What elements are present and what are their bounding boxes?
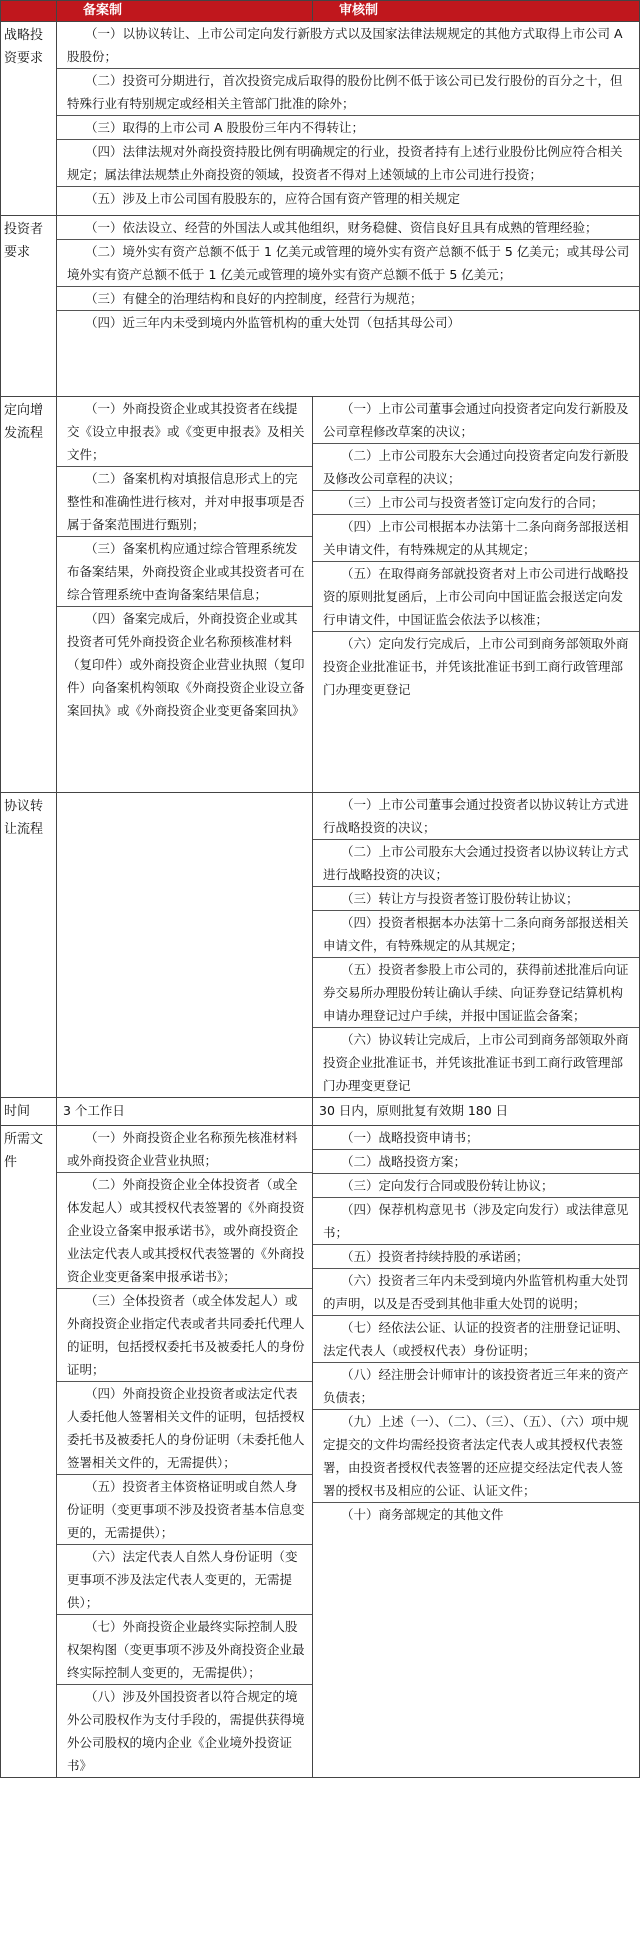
list-item: （二）外商投资企业全体投资者（或全体发起人）或其授权代表签署的《外商投资企业设立备案申报承诺书》，或外商投资企业法定代表人或其授权代表签署的《外商投资企业变更备案申报承诺书》； (57, 1173, 312, 1289)
list-item: （三）全体投资者（或全体发起人）或外商投资企业指定代表或者共同委托代理人的证明，包括授权委托书及被委托人的身份证明； (57, 1289, 312, 1382)
filing-cell (57, 397, 313, 793)
list-item: （二）战略投资方案； (313, 1150, 639, 1174)
list-item: （一）依法设立、经营的外国法人或其他组织，财务稳健、资信良好且具有成熟的管理经验； (57, 216, 639, 240)
header-blank-cell (1, 1, 57, 22)
list-item: （六）定向发行完成后，上市公司到商务部领取外商投资企业批准证书，并凭该批准证书到工商行政管理部门办理变更登记 (323, 636, 629, 697)
list-item: （五）投资者参股上市公司的，获得前述批准后向证券交易所办理股份转让确认手续、向证券登记结算机构申请办理登记过户手续，并报中国证监会备案； (313, 958, 639, 1028)
header-row (1, 1, 640, 22)
row-private-placement-process (1, 397, 640, 793)
row-label: 协议转让流程 (1, 793, 57, 1098)
list-item: （四）法律法规对外商投资持股比例有明确规定的行业，投资者持有上述行业股份比例应符合相关规定；属法律法规禁止外商投资的领域，投资者不得对上述领域的上市公司进行投资； (57, 140, 639, 187)
approval-time: 30 日内，原则批复有效期 180 日 (313, 1098, 640, 1126)
approval-cell (313, 793, 640, 1098)
list-item: （七）外商投资企业最终实际控制人股权架构图（变更事项不涉及外商投资企业最终实际控制人变更的，无需提供）； (57, 1615, 312, 1685)
list-item: （八）经注册会计师审计的该投资者近三年来的资产负债表； (313, 1363, 639, 1410)
list-item: （五）投资者持续持股的承诺函； (313, 1245, 639, 1269)
list-item: （一）外商投资企业或其投资者在线提交《设立申报表》或《变更申报表》及相关文件； (57, 397, 312, 467)
row-label: 投资者要求 (1, 216, 57, 397)
list-item: （三）上市公司与投资者签订定向发行的合同； (313, 491, 639, 515)
header-approval-system: 审核制 (313, 1, 640, 22)
list-item: （三）转让方与投资者签订股份转让协议； (313, 887, 639, 911)
list-item: （五）投资者主体资格证明或自然人身份证明（变更事项不涉及投资者基本信息变更的，无需提供）； (57, 1475, 312, 1545)
list-item: （四）备案完成后，外商投资企业或其投资者可凭外商投资企业名称预核准材料（复印件）或外商投资企业营业执照（复印件）向备案机构领取《外商投资企业设立备案回执》或《外商投资企业变更备案回执》 (67, 611, 305, 718)
merged-cell (57, 216, 640, 397)
list-item: （一）以协议转让、上市公司定向发行新股方式以及国家法律法规规定的其他方式取得上市公司 A 股股份； (57, 22, 639, 69)
list-item: （三）备案机构应通过综合管理系统发布备案结果，外商投资企业或其投资者可在综合管理系统中查询备案结果信息； (57, 537, 312, 607)
list-item: （四）近三年内未受到境内外监管机构的重大处罚（包括其母公司） (85, 315, 461, 330)
row-agreement-transfer-process (1, 793, 640, 1098)
filing-cell (57, 793, 313, 1098)
list-item: （四）投资者根据本办法第十二条向商务部报送相关申请文件，有特殊规定的从其规定； (313, 911, 639, 958)
list-item: （三）取得的上市公司 A 股股份三年内不得转让； (57, 116, 639, 140)
row-time (1, 1098, 640, 1126)
row-label: 战略投资要求 (1, 22, 57, 216)
list-item: （二）境外实有资产总额不低于 1 亿美元或管理的境外实有资产总额不低于 5 亿美元；或其母公司境外实有资产总额不低于 1 亿美元或管理的境外实有资产总额不低于 5 亿美元； (57, 240, 639, 287)
approval-cell (313, 1126, 640, 1778)
approval-cell (313, 397, 640, 793)
list-item: （一）外商投资企业名称预先核准材料或外商投资企业营业执照； (57, 1126, 312, 1173)
list-item: （一）战略投资申请书； (313, 1126, 639, 1150)
row-label: 所需文件 (1, 1126, 57, 1778)
list-item: （一）上市公司董事会通过投资者以协议转让方式进行战略投资的决议； (313, 793, 639, 840)
list-item: （二）上市公司股东大会通过向投资者定向发行新股及修改公司章程的决议； (313, 444, 639, 491)
list-item: （五）在取得商务部就投资者对上市公司进行战略投资的原则批复函后，上市公司向中国证监会报送定向发行申请文件，中国证监会依法予以核准； (313, 562, 639, 632)
filing-time: 3 个工作日 (57, 1098, 313, 1126)
list-item: （二）上市公司股东大会通过投资者以协议转让方式进行战略投资的决议； (313, 840, 639, 887)
list-item: （九）上述（一）、（二）、（三）、（五）、（六）项中规定提交的文件均需经投资者法定代表人或其授权代表签署，由投资者授权代表签署的还应提交经法定代表人签署的授权书及相应的公证、认证文件； (313, 1410, 639, 1503)
list-item: （六）投资者三年内未受到境内外监管机构重大处罚的声明，以及是否受到其他非重大处罚的说明； (313, 1269, 639, 1316)
list-item: （六）法定代表人自然人身份证明（变更事项不涉及法定代表人变更的，无需提供）； (57, 1545, 312, 1615)
list-item: （四）保荐机构意见书（涉及定向发行）或法律意见书； (313, 1198, 639, 1245)
row-required-documents (1, 1126, 640, 1778)
header-filing-system: 备案制 (57, 1, 313, 22)
filing-cell (57, 1126, 313, 1778)
list-item: （五）涉及上市公司国有股股东的，应符合国有资产管理的相关规定 (85, 191, 461, 206)
list-item: （四）外商投资企业投资者或法定代表人委托他人签署相关文件的证明，包括授权委托书及被委托人的身份证明（未委托他人签署相关文件的，无需提供）； (57, 1382, 312, 1475)
row-label: 时间 (1, 1098, 57, 1126)
list-item: （四）上市公司根据本办法第十二条向商务部报送相关申请文件，有特殊规定的从其规定； (313, 515, 639, 562)
list-item: （三）有健全的治理结构和良好的内控制度，经营行为规范； (57, 287, 639, 311)
row-investor-requirements (1, 216, 640, 397)
list-item: （三）定向发行合同或股份转让协议； (313, 1174, 639, 1198)
list-item: （二）备案机构对填报信息形式上的完整性和准确性进行核对，并对申报事项是否属于备案范围进行甄别； (57, 467, 312, 537)
merged-cell (57, 22, 640, 216)
list-item: （一）上市公司董事会通过向投资者定向发行新股及公司章程修改草案的决议； (313, 397, 639, 444)
list-item: （六）协议转让完成后，上市公司到商务部领取外商投资企业批准证书，并凭该批准证书到工商行政管理部门办理变更登记 (323, 1032, 629, 1093)
list-item: （八）涉及外国投资者以符合规定的境外公司股权作为支付手段的，需提供获得境外公司股权的境内企业《企业境外投资证书》 (67, 1689, 305, 1773)
list-item: （十）商务部规定的其他文件 (341, 1507, 504, 1522)
list-item: （七）经依法公证、认证的投资者的注册登记证明、法定代表人（或授权代表）身份证明； (313, 1316, 639, 1363)
row-strategic-investment-requirements (1, 22, 640, 216)
row-label: 定向增发流程 (1, 397, 57, 793)
list-item: （二）投资可分期进行，首次投资完成后取得的股份比例不低于该公司已发行股份的百分之十，但特殊行业有特别规定或经相关主管部门批准的除外； (57, 69, 639, 116)
